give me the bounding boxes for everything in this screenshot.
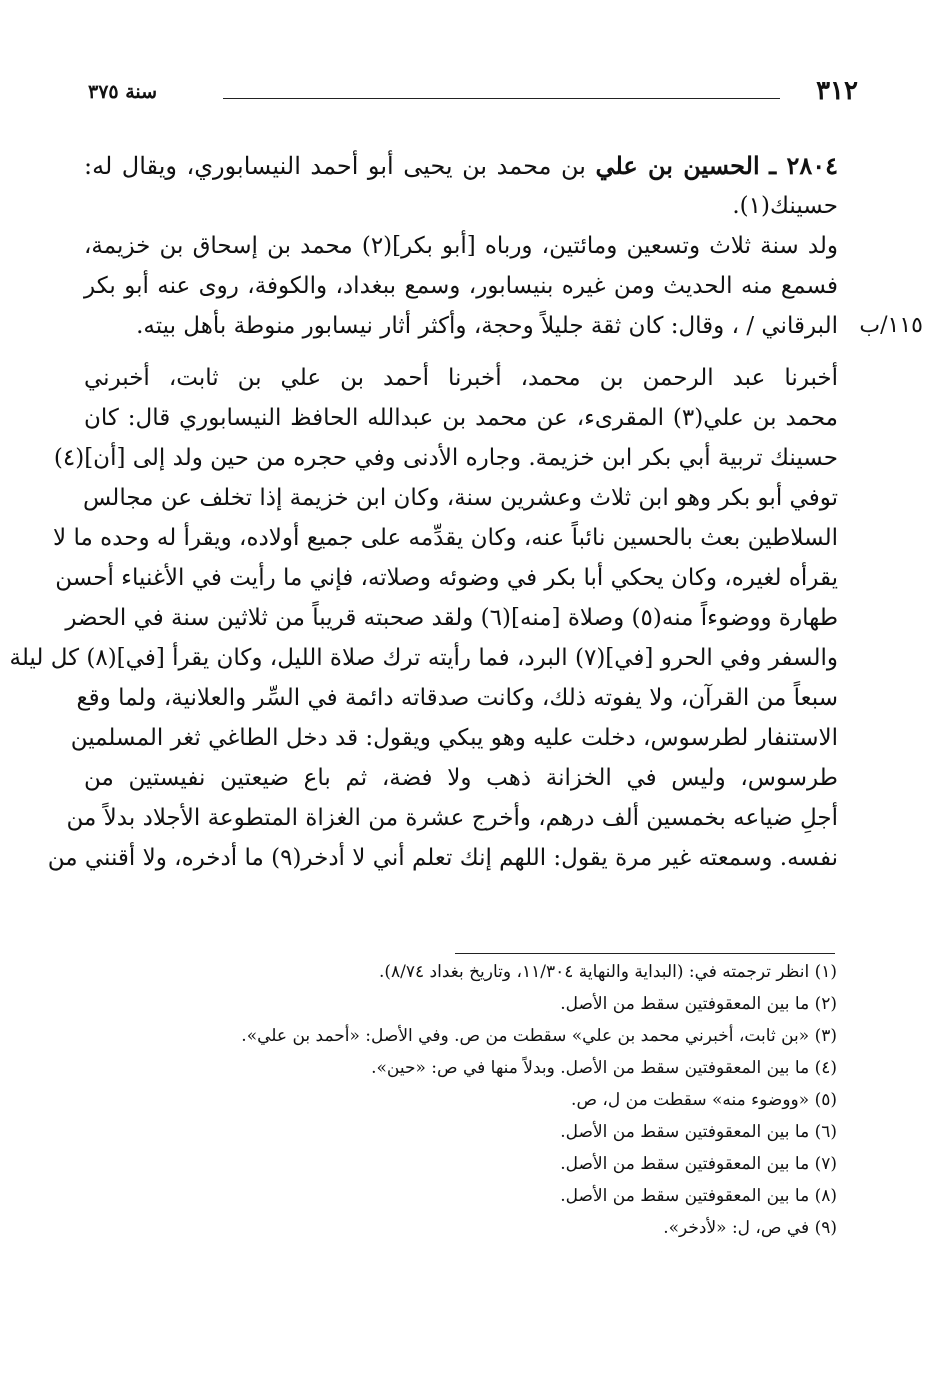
footnote: (٤) ما بين المعقوفتين سقط من الأصل. وبدلاً منها في ص: «حين». <box>371 1058 837 1078</box>
text-line: طهارة ووضوءاً منه(٥) وصلاة [منه](٦) ولقد صحبته قريباً من ثلاثين سنة في الحضر <box>65 605 838 631</box>
text-line: سبعاً من القرآن، ولا يفوته ذلك، وكانت صدقاته دائمة في السِّر والعلانية، ولما وقع <box>76 685 838 711</box>
entry-number: ٢٨٠٤ ـ <box>769 151 839 180</box>
footnote: (٢) ما بين المعقوفتين سقط من الأصل. <box>560 994 837 1014</box>
footnote: (١) انظر ترجمته في: (البداية والنهاية ١١/٣٠٤، وتاريخ بغداد ٨/٧٤). <box>378 962 837 982</box>
footnote: (٣) «بن ثابت، أخبرني محمد بن علي» سقطت من ص. وفي الأصل: «أحمد بن علي». <box>241 1026 837 1046</box>
footnote: (٧) ما بين المعقوفتين سقط من الأصل. <box>560 1154 837 1174</box>
footnote: (٩) في ص، ل: «لأدخر». <box>663 1218 837 1238</box>
text-line: حسينك تربية أبي بكر ابن خزيمة. وجاره الأدنى وفي حجره من حين ولد إلى [أن](٤) <box>53 445 838 471</box>
text-line: البرقاني / ، وقال: كان ثقة جليلاً وحجة، وأكثر أثار نيسابور منوطة بأهل بيته. <box>136 313 838 339</box>
text-line: والسفر وفي الحرو [في](٧) البرد، فما رأيته ترك صلاة الليل، وكان يقرأ [في](٨) كل ليلة <box>9 645 838 671</box>
entry-name: الحسين بن علي <box>595 151 760 180</box>
page-header <box>88 76 858 116</box>
text-line: الاستنفار لطرسوس، دخلت عليه وهو يبكي ويقول: قد دخل الطاغي ثغر المسلمين <box>70 725 838 751</box>
year-label: سنة ٣٧٥ <box>88 81 158 103</box>
folio-margin-note: ١١٥/ب <box>859 313 923 338</box>
footnote: (٦) ما بين المعقوفتين سقط من الأصل. <box>560 1122 837 1142</box>
text-line: أجلِ ضياعه بخمسين ألف درهم، وأخرج عشرة من الغزاة المتطوعة الأجلاد بدلاً من <box>66 805 838 831</box>
footnote: (٥) «ووضوء منه» سقطت من ل، ص. <box>571 1090 837 1110</box>
header-rule <box>223 98 780 99</box>
entry-heading-line <box>84 146 838 186</box>
text-line: ولد سنة ثلاث وتسعين ومائتين، ورباه [أبو بكر](٢) محمد بن إسحاق بن خزيمة، <box>84 233 839 259</box>
text-line: طرسوس، وليس في الخزانة ذهب ولا فضة، ثم باع ضيعتين نفيستين من <box>84 765 838 791</box>
footnotes <box>117 956 837 1244</box>
page-number: ٣١٢ <box>816 76 858 106</box>
text-line: فسمع منه الحديث ومن غيره بنيسابور، وسمع ببغداد، والكوفة، روى عنه أبو بكر <box>84 273 838 299</box>
text-line: السلاطين بعث بالحسين نائباً عنه، وكان يقدِّمه على جميع أولاده، ويقرأ له وحده ما لا <box>53 525 838 551</box>
paragraph-gap <box>84 346 838 358</box>
text-line: أخبرنا عبد الرحمن بن محمد، أخبرنا أحمد بن علي بن ثابت، أخبرني <box>84 365 838 391</box>
text-line: نفسه. وسمعته غير مرة يقول: اللهم إنك تعلم أني لا أدخر(٩) ما أدخره، ولا أقنني من <box>47 845 838 871</box>
footnote-rule <box>455 953 835 954</box>
text-line: محمد بن علي(٣) المقرىء، عن محمد بن عبدالله الحافظ النيسابوري قال: كان <box>84 405 838 431</box>
text-line: يقرأه لغيره، وكان يحكي أبا بكر في وضوئه وصلاته، فإني ما رأيت في الأغنياء أحسن <box>55 565 838 591</box>
text-line: بن محمد بن يحيى أبو أحمد النيسابوري، ويقال له: <box>84 152 586 180</box>
text-line: توفي أبو بكر وهو ابن ثلاث وعشرين سنة، وكان ابن خزيمة إذا تخلف عن مجالس <box>82 485 838 511</box>
main-text <box>9 146 839 878</box>
text-line: حسينك(١). <box>732 193 838 219</box>
footnote: (٨) ما بين المعقوفتين سقط من الأصل. <box>560 1186 837 1206</box>
